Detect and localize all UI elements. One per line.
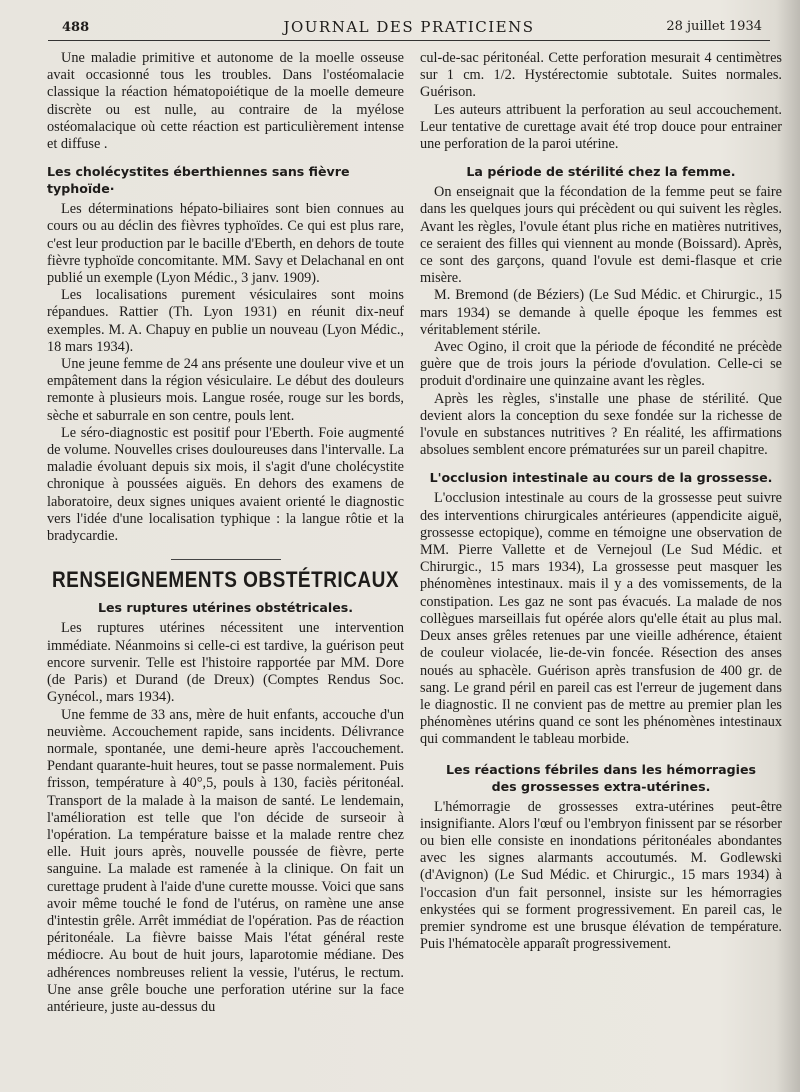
- heading-reactions-line-1: Les réactions fébriles dans les hémorragies: [446, 761, 756, 777]
- page-number: 488: [62, 20, 90, 35]
- paragraph: Les déterminations hépato-biliaires sont bien connues au cours ou au déclin des fièvres typhoïdes. Ce qui est plus rare, c'est leur production par le bacille d'Eberth, en dehors de toute fièvre typhoïde concomitante. MM. Savy et Delachanal en ont publié un exemple (Lyon Médic., 3 janv. 1909).: [47, 201, 404, 287]
- heading-occlusion: L'occlusion intestinale au cours de la grossesse.: [429, 470, 773, 486]
- paragraph: Les ruptures utérines nécessitent une intervention immédiate. Néanmoins si celle-ci est tardive, la guérison peut encore survenir. Telle est l'histoire rapportée par MM. Dore (de Paris) et Durand (de Dreux) (Comptes Rendus Soc. Gynécol., mars 1934).: [47, 620, 404, 706]
- journal-title: JOURNAL DES PRATICIENS: [283, 18, 535, 36]
- paragraph: Les auteurs attribuent la perforation au seul accouchement. Leur tentative de curettage avait été trop douce pour entrainer une perforation de la paroi utérine.: [420, 101, 782, 153]
- paragraph: Après les règles, s'installe une phase de stérilité. Que devient alors la conception du sexe fondée sur la richesse de l'ovule en substances nutritives ? En réalité, les affirmations absolues semblent encore prématurées sur un pareil chapitre.: [420, 390, 782, 459]
- left-column: [47, 50, 404, 1060]
- heading-cholecystites: Les cholécystites éberthiennes sans fièvre typhoïde·: [47, 164, 350, 197]
- paragraph: L'occlusion intestinale au cours de la grossesse peut suivre des interventions chirurgicales antérieures (appendicite aiguë, grossesse ectopique), comme en témoigne une observation de MM. Pierre Vallette et de Vernejoul (Le Sud Médic. et Chirurgic., 15 mars 1934), La grossesse peut masquer les phénomènes intestinaux. mais il y a des vomissements, de la constipation. Les gaz ne sont pas évacués. La malade de nos collègues marseillais fut opérée alors qu'elle était au plus mal. Deux anses grêles retenues par une vieille adhérence, étaient de couleur violacée, lie-de-vin foncée. Résection des anses noués au sphacèle. Guérison après transfusion de 400 gr. de sang. Le grand péril en pareil cas est l'erreur de jugement dans le diagnostic. Il ne convient pas de mettre au premier plan les phénomènes utérins quand ce sont les phénomènes intestinaux qui commandent le tableau morbide.: [420, 490, 782, 748]
- issue-date: 28 juillet 1934: [666, 19, 762, 34]
- header-rule: [48, 40, 770, 41]
- heading-reactions-line-2: des grossesses extra-utérines.: [491, 778, 711, 794]
- paragraph: L'hémorragie de grossesses extra-utérines peut-être insignifiante. Alors l'œuf ou l'embryon finissent par se résorber ou bien elle consiste en inondations péritonéales abondantes avec les signes alarmants accoutumés. M. Godlewski (d'Avignon) (Le Sud Médic. et Chirurgic., 15 mars 1934) à l'occasion d'un fait personnel, insiste sur les hémorragies enkystées qui se forment progressivement. En pareil cas, le premier syndrome est une brusque élévation de température. Puis l'hématocèle apparaît progressivement.: [420, 798, 782, 953]
- paragraph: Les localisations purement vésiculaires sont moins répandues. Rattier (Th. Lyon 1931) en réunit dix-neuf exemples. M. A. Chapuy en publie un nouveau (Lyon Médic., 18 mars 1934).: [47, 287, 404, 355]
- paragraph: M. Bremond (de Béziers) (Le Sud Médic. et Chirurgic., 15 mars 1934) se demande à quelle époque les femmes est véritablement stérile.: [420, 287, 782, 338]
- section-divider: [171, 559, 281, 560]
- paragraph: Une maladie primitive et autonome de la moelle osseuse avait occasionné tous les troubles. Dans l'ostéomalacie classique la réaction hématopoiétique de la moelle demeure discrète ou est nulle, au contraire de la myélose ostéomalacique où cette réaction est particulièrement intense et diffuse .: [47, 50, 404, 153]
- right-column: [420, 50, 782, 1060]
- paragraph: cul-de-sac péritonéal. Cette perforation mesurait 4 centimètres sur 1 cm. 1/2. Hystérectomie subtotale. Suites normales. Guérison.: [420, 50, 782, 101]
- paragraph: Le séro-diagnostic est positif pour l'Eberth. Foie augmenté de volume. Nouvelles crises douloureuses dans l'intervalle. La maladie évoluant depuis six mois, il s'agit d'une cholécystite chronique à poussées aiguës. En dehors des examens de laboratoire, deux signes uniques avaient orienté le diagnostic vers l'idée d'une localisation typhique : la langue rôtie et la bradycardie.: [47, 424, 404, 545]
- heading-reactions: [420, 761, 782, 795]
- paragraph: Avec Ogino, il croit que la période de fécondité ne précède guère que de trois jours la période d'ovulation. Celle-ci se produit d'ordinaire une quinzaine avant les règles.: [420, 339, 782, 390]
- paragraph: Une femme de 33 ans, mère de huit enfants, accouche d'un neuvième. Accouchement rapide, sans incidents. Délivrance normale, spontanée, une demi-heure après l'accouchement. Pendant quarante-huit heures, tout se passe normalement. Puis frisson, température à 40°,5, pouls à 130, faciès péritonéal. Transport de la malade à la maison de santé. Le lendemain, l'amélioration est telle que l'on décide de surseoir à l'opération. La température baisse et la malade rentre chez elle. Huit jours après, nouvelle poussée de fièvre, perte sanguine. La malade est ramenée à la clinique. On fait un curettage prudent à l'aide d'une curette mousse. Voici que sans avoir même touché le fond de l'utérus, on ramène une anse d'intestin grêle. Arrêt immédiat de l'opération. Pas de réaction péritonéale. La fièvre baisse Mais l'état général reste médiocre. Au bout de huit jours, laparotomie médiane. Des adhérences nombreuses relient la vessie, l'utérus, le rectum. Une anse grêle bouche une perforation utérine sur la face antérieure, juste au-dessus du: [47, 706, 404, 1015]
- paragraph: Une jeune femme de 24 ans présente une douleur vive et un empâtement dans la région vésiculaire. Le début des douleurs remonte à plusieurs mois. Langue rosée, rouge sur les bords, sèche et saburrale en son centre, pouls lent.: [47, 356, 404, 424]
- paragraph: On enseignait que la fécondation de la femme peut se faire dans les quelques jours qui précèdent ou qui suivent les règles. Avant les règles, l'ovule étant plus riche en matières nutritives, ce seraient des filles qui viennent au monde (Boissard). Après, ce sont des garçons, quand l'ovule est demi-flasque et crie misère.: [420, 184, 782, 287]
- page-header: [48, 14, 770, 42]
- heading-sterilite: La période de stérilité chez la femme.: [466, 164, 736, 180]
- section-title: RENSEIGNEMENTS OBSTÉTRICAUX: [51, 568, 400, 593]
- heading-ruptures: Les ruptures utérines obstétricales.: [97, 600, 354, 616]
